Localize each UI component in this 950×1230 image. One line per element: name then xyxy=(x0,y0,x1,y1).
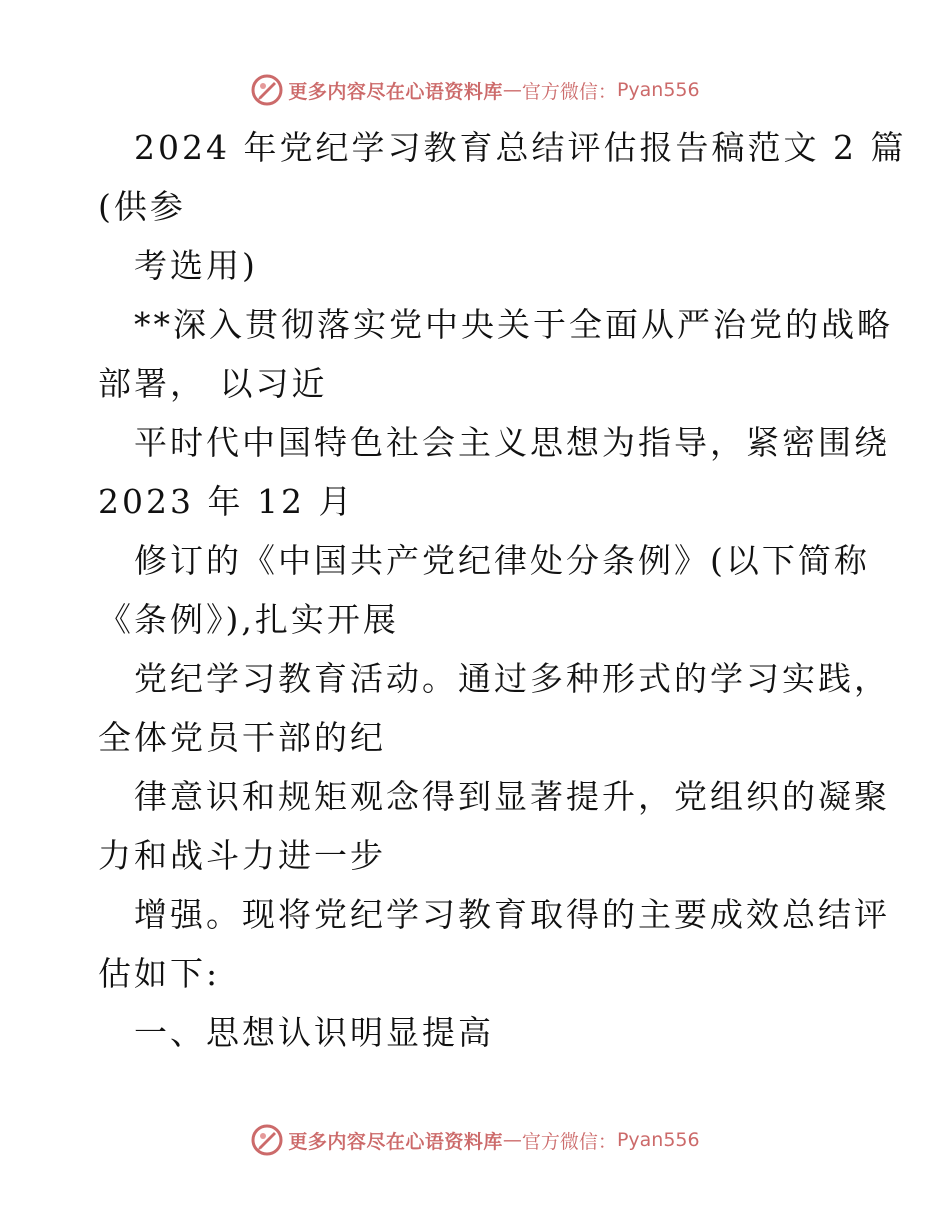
banner-wechat-id: Pyan556 xyxy=(616,1129,700,1151)
paragraph-line: 增强。现将党纪学习教育取得的主要成效总结评 xyxy=(134,895,890,934)
banner-wechat-label: 官方微信： xyxy=(521,80,617,103)
paragraph-line: 部署， 以习近 xyxy=(98,364,328,403)
banner-separator: — xyxy=(502,1129,522,1151)
paragraph-line: 2023 年 12 月 xyxy=(98,482,355,521)
paragraph-line: 平时代中国特色社会主义思想为指导，紧密围绕 xyxy=(134,423,890,462)
paragraph-line: 估如下: xyxy=(98,954,221,993)
document-title-line-2: (供参 xyxy=(98,187,186,226)
paragraph-line: 修订的《中国共产党纪律处分条例》(以下简称 xyxy=(134,541,870,580)
paragraph-line: 力和战斗力进一步 xyxy=(98,836,386,875)
banner-main-text: 更多内容尽在心语资料库 xyxy=(288,80,503,103)
document-body xyxy=(98,118,907,1062)
footer-banner xyxy=(0,1120,950,1160)
paragraph-line: 党纪学习教育活动。通过多种形式的学习实践， xyxy=(134,659,890,698)
document-title-line-3: 考选用) xyxy=(134,246,258,285)
banner-wechat-id: Pyan556 xyxy=(616,79,700,101)
banner-main-text: 更多内容尽在心语资料库 xyxy=(288,1130,503,1153)
banner-separator: — xyxy=(502,79,522,101)
quill-seal-icon xyxy=(250,73,284,107)
document-title-line-1: 2024 年党纪学习教育总结评估报告稿范文 2 篇 xyxy=(134,128,907,167)
paragraph-line: 律意识和规矩观念得到显著提升，党组织的凝聚 xyxy=(134,777,890,816)
quill-seal-icon xyxy=(250,1123,284,1157)
header-banner xyxy=(0,70,950,110)
section-heading: 一、思想认识明显提高 xyxy=(134,1013,494,1052)
banner-wechat-label: 官方微信： xyxy=(521,1130,617,1153)
paragraph-line: **深入贯彻落实党中央关于全面从严治党的战略 xyxy=(134,305,893,344)
paragraph-line: 全体党员干部的纪 xyxy=(98,718,386,757)
paragraph-line: 《条例》),扎实开展 xyxy=(98,600,399,639)
